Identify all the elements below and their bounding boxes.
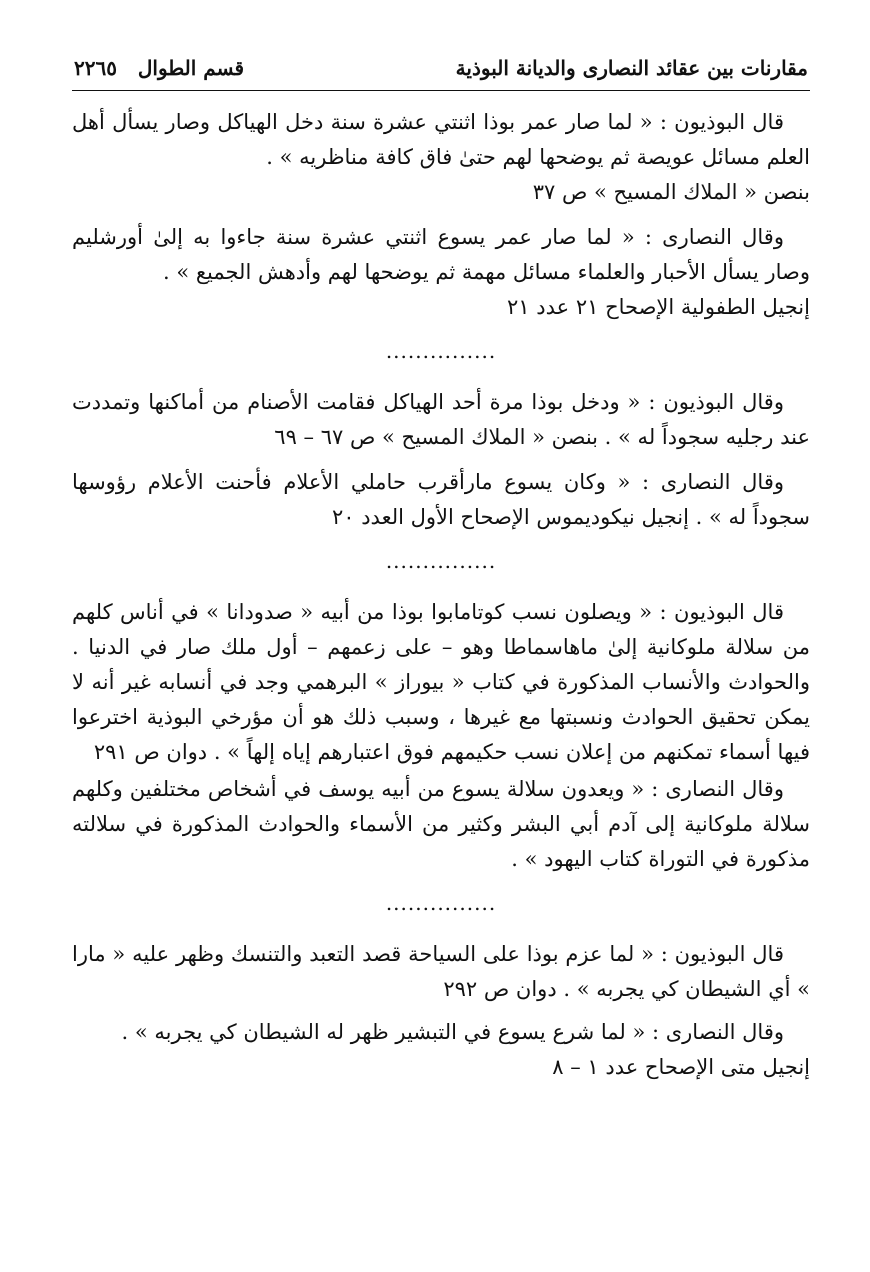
christian-quote-paragraph: وقال النصارى : « وكان يسوع مارأقرب حاملي الأعلام فأحنت الأعلام رؤوسها سجوداً له » . إنجيل نيكوديموس الإصحاح الأول العدد ٢٠ (72, 470, 810, 529)
buddhist-quote-paragraph: وقال البوذيون : « ودخل بوذا مرة أحد الهياكل فقامت الأصنام من أماكنها وتمددت عند رجليه سجوداً له » . بنصن « الملاك المسيح » ص ٦٧ – ٦٩ (72, 390, 810, 449)
section-separator: ............... (385, 339, 497, 363)
text-block (72, 105, 810, 210)
text-block (72, 595, 810, 770)
page-content (72, 91, 810, 1085)
section-separator: ............... (385, 891, 497, 915)
source-citation: بنصن « الملاك المسيح » ص ٣٧ (532, 180, 810, 204)
running-header (72, 54, 810, 91)
christian-quote-paragraph: وقال النصارى : « ويعدون سلالة يسوع من أبيه يوسف في أشخاص مختلفين وكلهم سلالة ملوكانية إلى آدم أبي البشر وكثير من الأسماء والحوادث المذكورة في سلالته مذكورة في التوراة كتاب اليهود » . (72, 777, 810, 871)
text-block (72, 465, 810, 535)
christian-quote-paragraph: وقال النصارى : « لما شرع يسوع في التبشير ظهر له الشيطان كي يجربه » . (121, 1020, 784, 1044)
christian-quote-paragraph: وقال النصارى : « لما صار عمر يسوع اثنتي عشرة سنة جاءوا به إلىٰ أورشليم وصار يسأل الأحبار والعلماء مسائل مهمة ثم يوضحها لهم وأدهش الجميع » . (72, 225, 810, 284)
page-number: ٢٢٦٥ (74, 56, 117, 80)
section-name: قسم الطوال (137, 56, 245, 80)
section-separator: ............... (385, 549, 497, 573)
buddhist-quote-paragraph: قال البوذيون : « لما صار عمر بوذا اثنتي عشرة سنة دخل الهياكل وصار يسأل أهل العلم مسائل عويصة ثم يوضحها لهم حتىٰ فاق كافة مناظريه » . (72, 110, 810, 169)
buddhist-quote-paragraph: قال البوذيون : « لما عزم بوذا على السياحة قصد التعبد والتنسك وظهر عليه « مارا » أي الشيطان كي يجربه » . دوان ص ٢٩٢ (72, 942, 810, 1001)
source-citation: إنجيل متى الإصحاح عدد ١ – ٨ (552, 1055, 810, 1079)
buddhist-quote-paragraph: قال البوذيون : « ويصلون نسب كوتامابوا بوذا من أبيه « صدودانا » في أناس كلهم من سلالة ملوكانية إلىٰ ماهاسماطا وهو – على زعمهم – أول ملك صار في الدنيا . والحوادث والأنساب المذكورة في كتاب « بيوراز » البرهمي وجد في أنسابه غير أنه لا يمكن تحقيق الحوادث ونسبتها مع غيرها ، وسبب ذلك هو أن مؤرخي البوذية اخترعوا فيها أسماء تمكنهم من إعلان نسب حكيمهم فوق اعتبارهم إياه إلهاً » . دوان ص ٢٩١ (72, 600, 810, 764)
text-block (72, 772, 810, 877)
running-title: مقارنات بين عقائد النصارى والديانة البوذية (455, 56, 808, 80)
section-and-page (74, 54, 244, 82)
source-citation: إنجيل الطفولية الإصحاح ٢١ عدد ٢١ (507, 295, 810, 319)
text-block (72, 220, 810, 325)
text-block (72, 937, 810, 1007)
text-block (72, 1015, 810, 1085)
text-block (72, 385, 810, 455)
